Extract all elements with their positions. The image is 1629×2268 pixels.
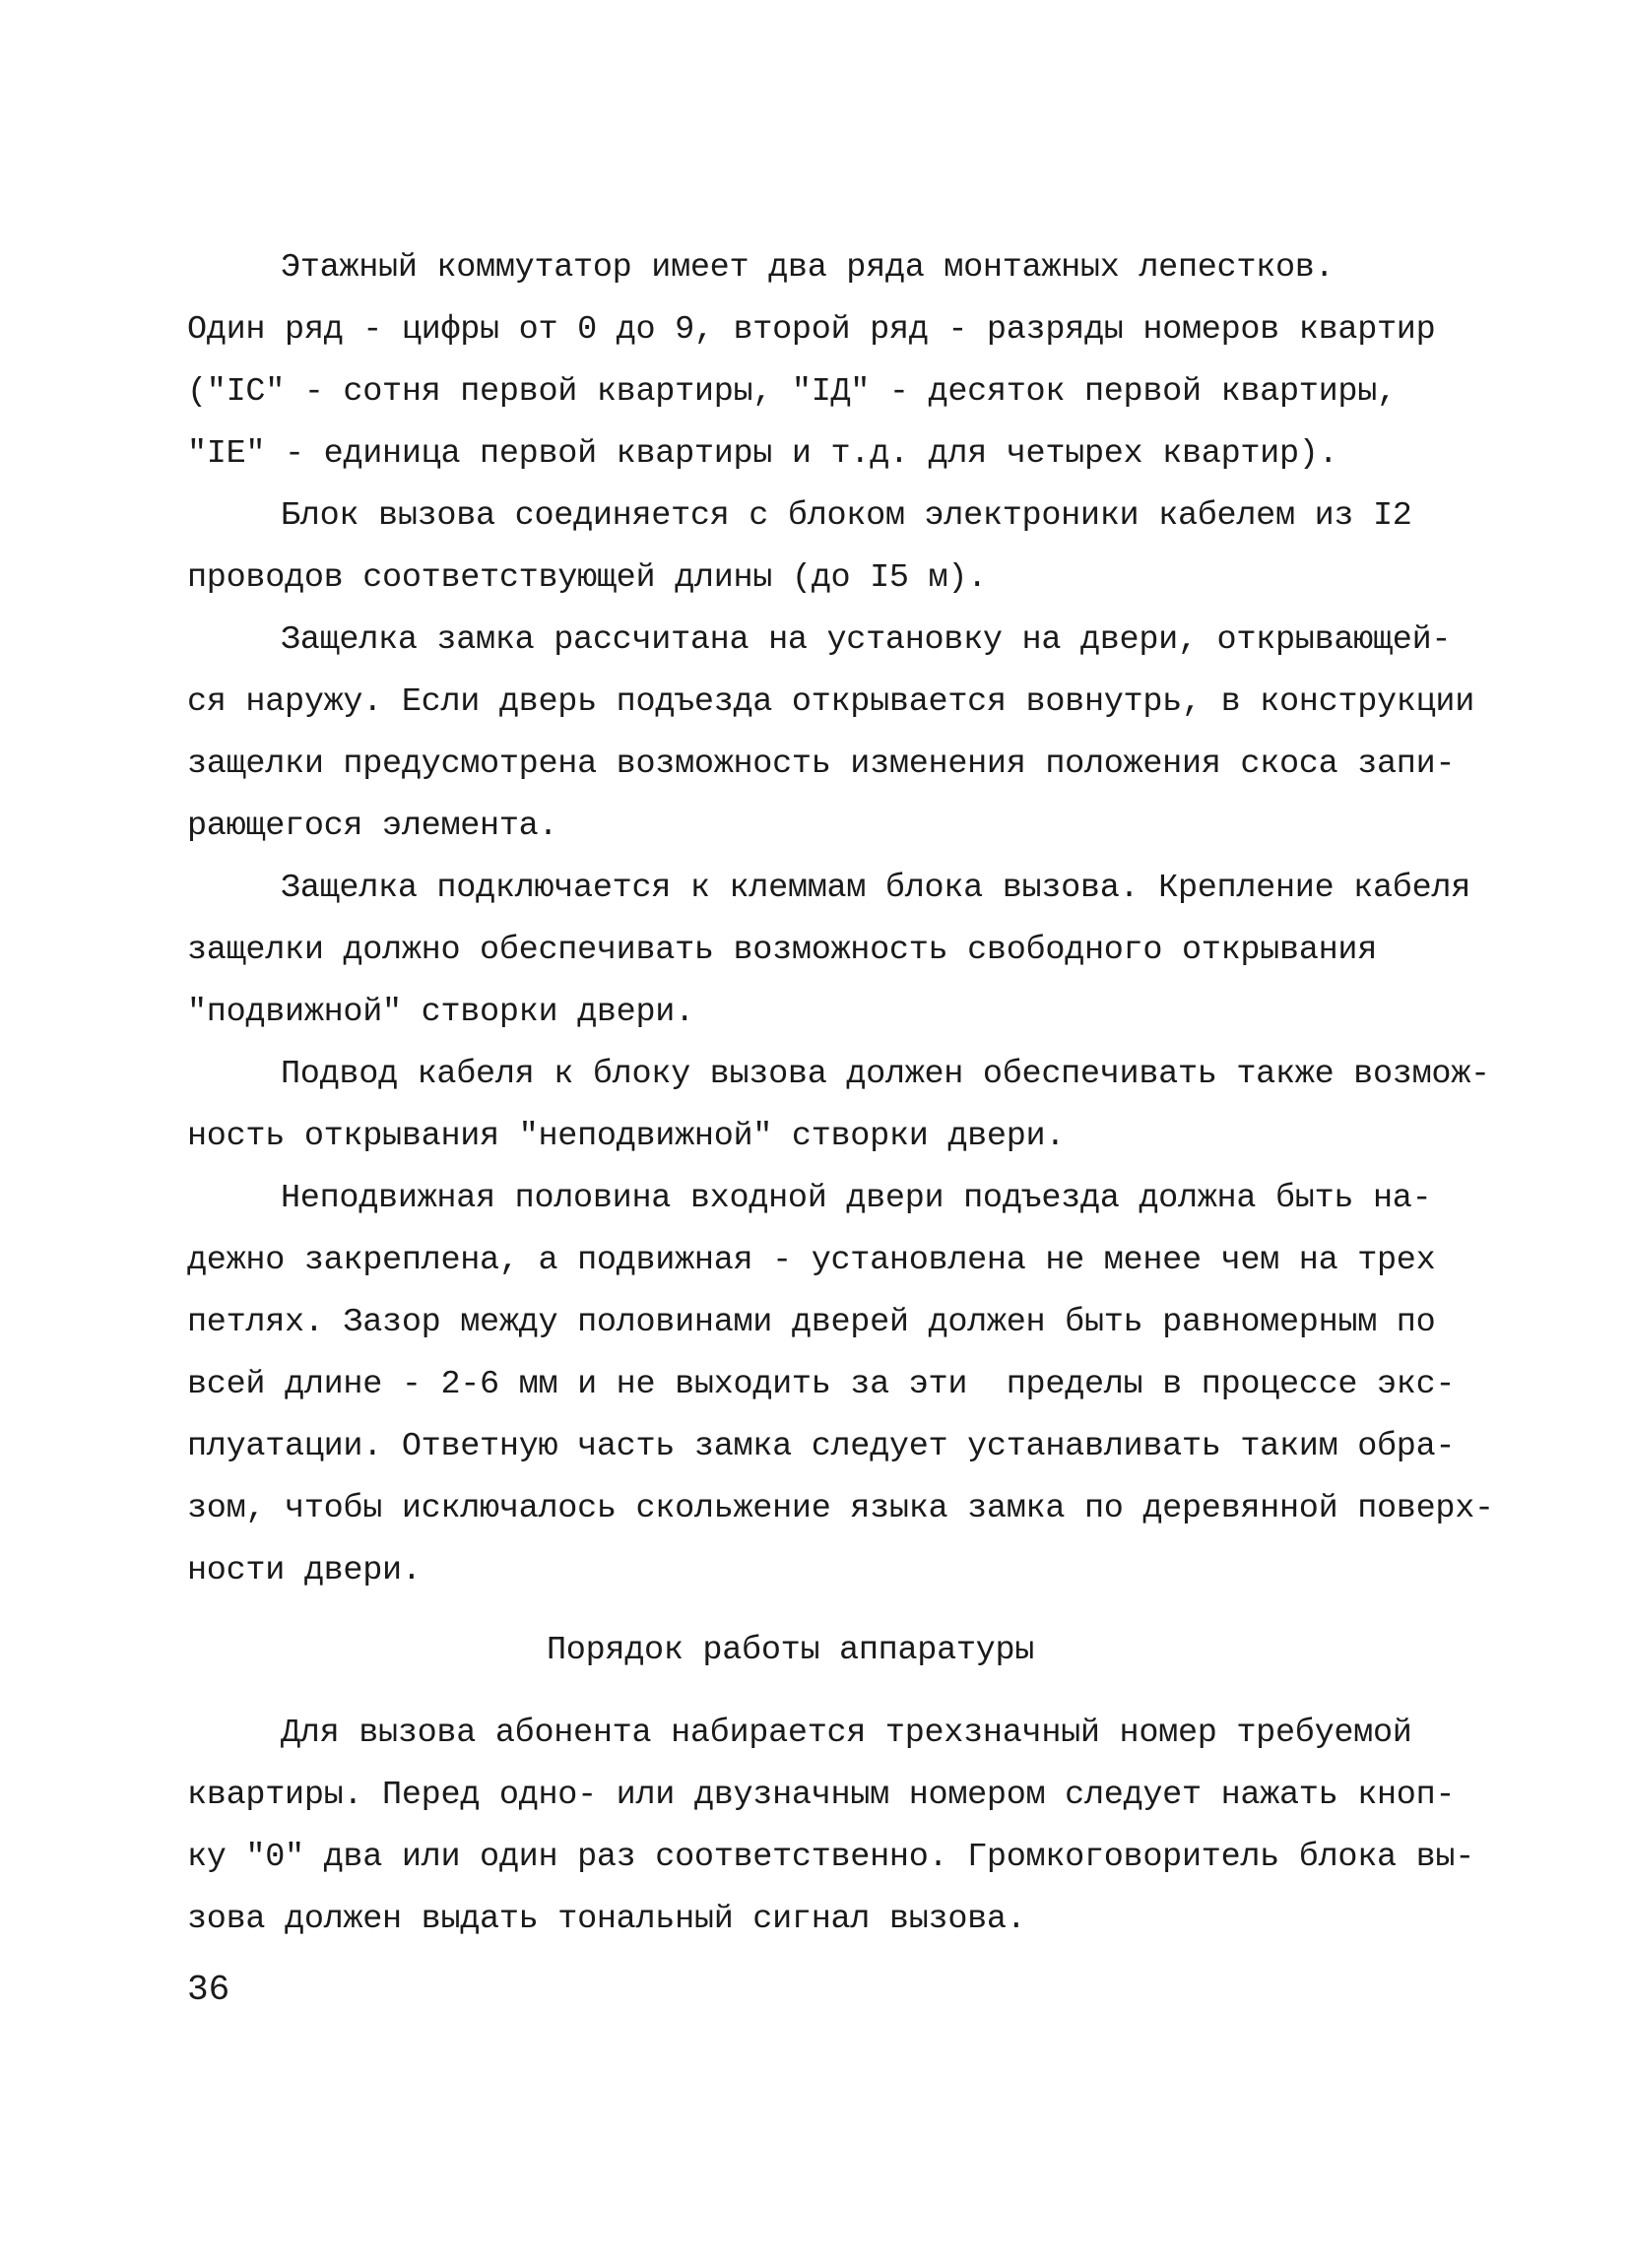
text-line: Защелка подключается к клеммам блока вызова. Крепление кабеля: [281, 870, 1471, 907]
text-line: Неподвижная половина входной двери подъезда должна быть на-: [281, 1180, 1432, 1217]
text-line: Один ряд - цифры от 0 до 9, второй ряд - разряды номеров квартир: [187, 311, 1436, 349]
text-line: Подвод кабеля к блоку вызова должен обеспечивать также возмож-: [281, 1056, 1490, 1093]
page-number: 36: [187, 1970, 230, 2010]
text-line: зом, чтобы исключалось скольжение языка замка по деревянной поверх-: [187, 1490, 1494, 1527]
text-line: "подвижной" створки двери.: [187, 994, 694, 1031]
text-line: квартиры. Перед одно- или двузначным номером следует нажать кноп-: [187, 1777, 1456, 1814]
text-line: Блок вызова соединяется с блоком электроники кабелем из I2: [281, 497, 1412, 535]
text-line: ся наружу. Если дверь подъезда открывается вовнутрь, в конструкции: [187, 683, 1475, 721]
text-line: рающегося элемента.: [187, 808, 558, 845]
text-line: дежно закреплена, а подвижная - установлена не менее чем на трех: [187, 1242, 1436, 1279]
text-line: петлях. Зазор между половинами дверей должен быть равномерным по: [187, 1304, 1436, 1341]
text-line: Защелка замка рассчитана на установку на двери, открывающей-: [281, 621, 1452, 659]
text-line: проводов соответствующей длины (до I5 м).: [187, 559, 987, 597]
text-line: ("IC" - сотня первой квартиры, "IД" - десяток первой квартиры,: [187, 373, 1397, 411]
text-line: "IE" - единица первой квартиры и т.д. для четырех квартир).: [187, 435, 1338, 473]
text-line: защелки предусмотрена возможность изменения положения скоса запи-: [187, 745, 1456, 783]
section-heading: Порядок работы аппаратуры: [547, 1632, 1035, 1669]
text-line: защелки должно обеспечивать возможность свободного открывания: [187, 932, 1378, 969]
text-line: Для вызова абонента набирается трехзначный номер требуемой: [281, 1715, 1412, 1752]
text-line: ности двери.: [187, 1552, 422, 1589]
text-line: зова должен выдать тональный сигнал вызова.: [187, 1901, 1026, 1938]
text-line: плуатации. Ответную часть замка следует устанавливать таким обра-: [187, 1428, 1456, 1465]
text-line: всей длине - 2-6 мм и не выходить за эти пределы в процессе экс-: [187, 1366, 1456, 1403]
text-line: Этажный коммутатор имеет два ряда монтажных лепестков.: [281, 249, 1335, 287]
text-line: ность открывания "неподвижной" створки двери.: [187, 1118, 1066, 1155]
text-line: ку "0" два или один раз соответственно. Громкоговоритель блока вы-: [187, 1839, 1475, 1876]
